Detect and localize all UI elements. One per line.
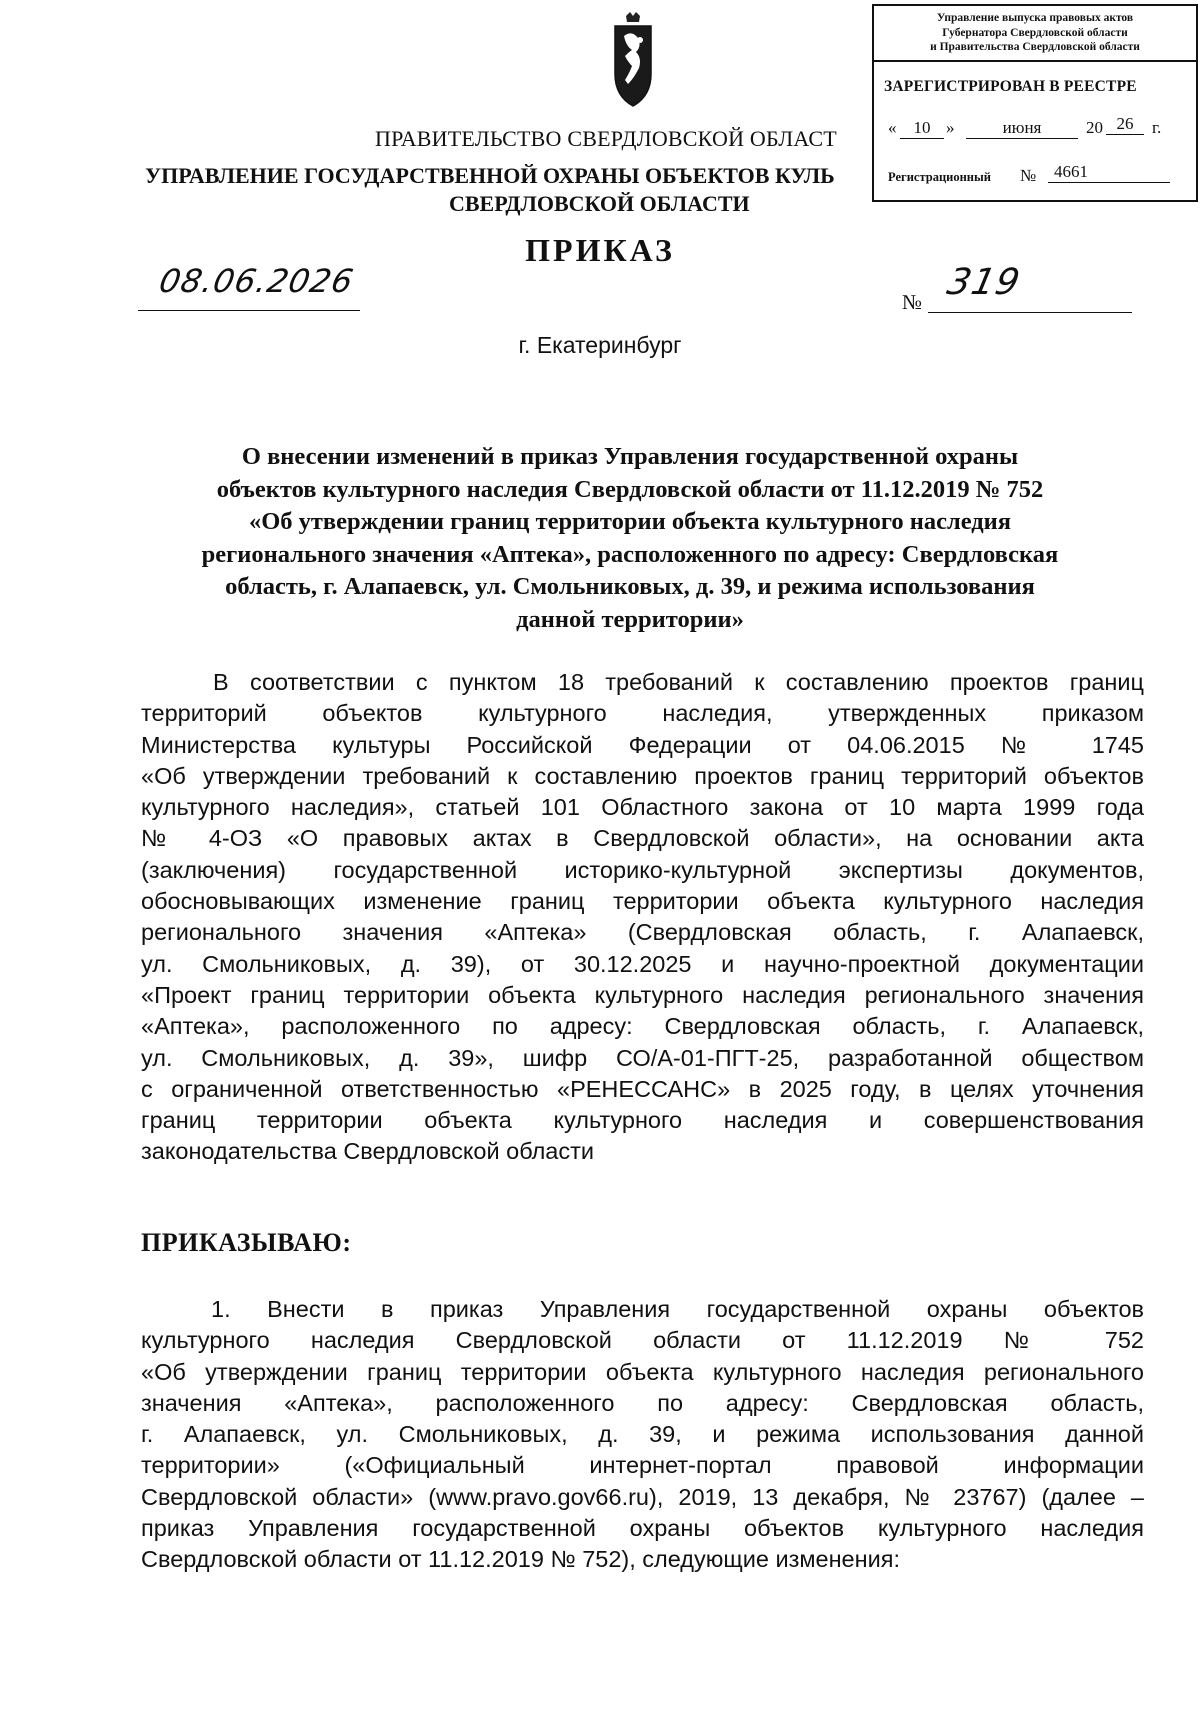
preamble-line: регионального значения «Аптека» (Свердловская область, г. Алапаевск,: [141, 919, 1144, 946]
item-1-line: территории» («Официальный интернет-портал правовой информации: [141, 1452, 1144, 1479]
stamp-day: 10: [900, 118, 944, 139]
order-date-underline: [138, 310, 360, 311]
preamble-line: с ограниченной ответственностью «РЕНЕССАНС» в 2025 году, в целях уточнения: [141, 1075, 1144, 1102]
title-line: регионального значения «Аптека», расположенного по адресу: Свердловская: [201, 540, 1059, 568]
title-line: объектов культурного наследия Свердловской области от 11.12.2019 № 752: [216, 475, 1044, 503]
stamp-registration-number: [888, 162, 1188, 192]
order-number-sign: №: [902, 290, 923, 314]
preamble-line: ул. Смольниковых, д. 39), от 30.12.2025 и научно-проектной документации: [141, 950, 1144, 977]
item-1-line: «Об утверждении границ территории объекта культурного наследия регионального: [141, 1358, 1144, 1385]
title-line: данной территории»: [516, 605, 744, 633]
stamp-year-suffix: 26: [1106, 114, 1144, 135]
government-name: ПРАВИТЕЛЬСТВО СВЕРДЛОВСКОЙ ОБЛАСТ: [375, 126, 837, 151]
order-number-handwritten: 319: [943, 262, 1025, 303]
preamble-line: № 4-ОЗ «О правовых актах в Свердловской области», на основании акта: [141, 825, 1144, 852]
stamp-header-line: Губернатора Свердловской области: [942, 26, 1128, 39]
preamble-line: обосновывающих изменение границ территории объекта культурного наследия: [141, 888, 1144, 915]
preamble-line: ул. Смольниковых, д. 39», шифр СО/А-01-ПГТ-25, разработанной обществом: [141, 1044, 1144, 1071]
item-1-line: культурного наследия Свердловской области от 11.12.2019 № 752: [141, 1327, 1144, 1354]
item-1-line: г. Алапаевск, ул. Смольниковых, д. 39, и режима использования данной: [141, 1421, 1144, 1448]
preamble-line: законодательства Свердловской области: [141, 1138, 595, 1165]
preamble-line: Министерства культуры Российской Федерации от 04.06.2015 № 1745: [141, 731, 1144, 758]
stamp-header: [874, 6, 1196, 62]
title-line: О внесении изменений в приказ Управления государственной охраны: [241, 443, 1019, 470]
title-line: «Об утверждении границ территории объекта культурного наследия: [248, 508, 1012, 535]
item-1-line: Свердловской области» (www.pravo.gov66.ru), 2019, 13 декабря, № 23767) (далее –: [141, 1483, 1144, 1510]
preamble-line: «Аптека», расположенного по адресу: Свердловская область, г. Алапаевск,: [141, 1013, 1144, 1040]
stamp-month: июня: [966, 118, 1078, 139]
order-directive-word: ПРИКАЗЫВАЮ:: [141, 1228, 352, 1257]
stamp-reg-label: Регистрационный: [888, 170, 991, 184]
title-line: область, г. Алапаевск, ул. Смольниковых, д. 39, и режима использования: [225, 573, 1035, 600]
department-name-line1: УПРАВЛЕНИЕ ГОСУДАРСТВЕННОЙ ОХРАНЫ ОБЪЕКТОВ КУЛЬ: [145, 163, 835, 188]
stamp-year-prefix: 20: [1086, 118, 1103, 137]
preamble-line: «Проект границ территории объекта культурного наследия регионального значения: [141, 981, 1144, 1008]
city: г. Екатеринбург: [518, 332, 682, 358]
preamble-line: «Об утверждении требований к составлению проектов границ территорий объектов: [141, 762, 1144, 789]
item-1-line: приказ Управления государственной охраны объектов культурного наследия: [141, 1515, 1144, 1542]
registry-stamp: [872, 4, 1198, 202]
stamp-header-line: и Правительства Свердловской области: [930, 41, 1140, 53]
preamble-line: В соответствии с пунктом 18 требований к составлению проектов границ: [213, 669, 1144, 695]
preamble-line: (заключения) государственной историко-культурной экспертизы документов,: [141, 856, 1144, 883]
preamble-paragraph: [141, 667, 1144, 1168]
preamble-line: территорий объектов культурного наследия, утвержденных приказом: [141, 700, 1144, 727]
stamp-date: [888, 114, 1194, 144]
order-date-handwritten: 08.06.2026: [155, 262, 358, 300]
stamp-day-open-quote: «: [888, 118, 897, 137]
preamble-line: культурного наследия», статьей 101 Областного закона от 10 марта 1999 года: [141, 794, 1144, 821]
item-1-line: Свердловской области от 11.12.2019 № 752), следующие изменения:: [141, 1546, 900, 1573]
stamp-year-abbr: г.: [1152, 118, 1162, 137]
stamp-day-close-quote: »: [946, 118, 955, 137]
item-1-paragraph: [141, 1294, 1144, 1576]
stamp-reg-no-sign: №: [1020, 166, 1037, 185]
coat-of-arms-emblem: [612, 12, 654, 108]
document-title: [140, 441, 1120, 636]
item-1-line: значения «Аптека», расположенного по адресу: Свердловская область,: [141, 1389, 1144, 1416]
stamp-header-line: Управление выпуска правовых актов: [936, 12, 1134, 24]
department-name-line2: СВЕРДЛОВСКОЙ ОБЛАСТИ: [449, 191, 750, 216]
document-type: ПРИКАЗ: [525, 232, 675, 268]
preamble-line: границ территории объекта культурного наследия и совершенствования: [141, 1107, 1144, 1134]
stamp-registered-label: ЗАРЕГИСТРИРОВАН В РЕЕСТРЕ: [884, 78, 1137, 95]
item-1-line: 1. Внести в приказ Управления государственной охраны объектов: [211, 1296, 1144, 1322]
order-number-underline: [928, 312, 1132, 313]
stamp-reg-number: 4661: [1048, 162, 1170, 183]
